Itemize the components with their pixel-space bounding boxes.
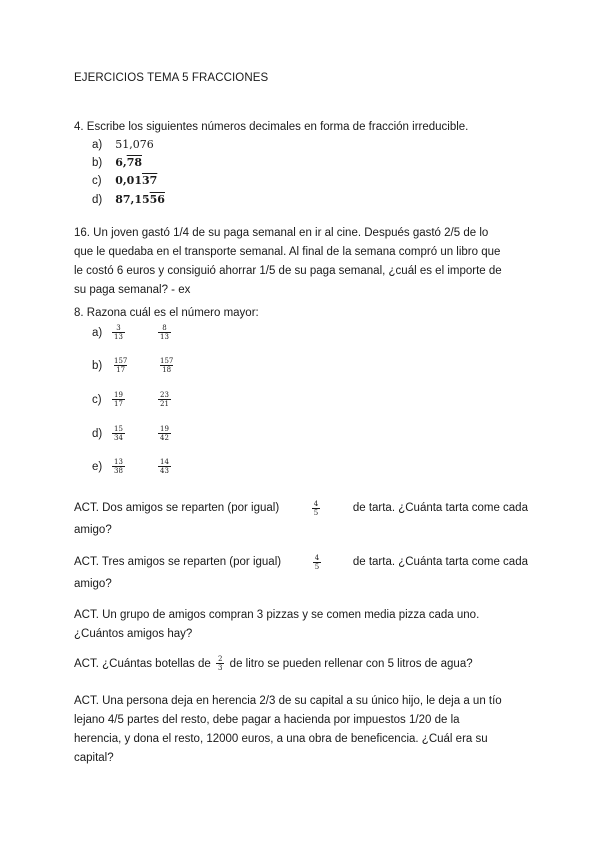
list-item [92,193,165,206]
text-line: que le quedaba en el transporte semanal. Al final de la semana compró un libro que [74,246,501,258]
fraction: $\frac{157}{17}$ [114,357,128,374]
item-label: c) [92,393,102,406]
exercise-4-statement: 4. Escribe los siguientes números decimales en forma de fracción irreducible. [74,121,469,133]
fraction: $\frac{14}{43}$ [160,458,169,475]
list-item [92,174,157,187]
text-line: herencia, y dona el resto, 12000 euros, a una obra de beneficencia. ¿Cuál era su [74,733,488,745]
text-line: le costó 6 euros y consiguió ahorrar 1/5 de su paga semanal, ¿cuál es el importe de [74,265,502,277]
text-line: ¿Cuántos amigos hay? [74,628,193,640]
text-line: amigo? [74,524,112,536]
decimal-period: 37 [142,174,158,187]
item-label: a) [92,326,103,339]
activity-4 [74,655,528,674]
comparison-row [92,357,177,374]
text-segment: de tarta. ¿Cuánta tarta come cada [352,502,528,514]
text-line: amigo? [74,578,112,590]
item-label: b) [92,157,103,169]
text-segment: ACT. Dos amigos se reparten (por igual) [74,502,280,514]
fraction: $\frac{2}{3}$ [218,655,223,673]
activity-3 [74,606,528,644]
activity-5 [74,692,528,768]
item-label: a) [92,139,103,151]
comparison-row [92,458,173,475]
text-line: 16. Un joven gastó 1/4 de su paga semanal en ir al cine. Después gastó 2/5 de lo [74,227,489,239]
decimal-period: 56 [149,193,165,206]
item-label: b) [92,359,103,372]
exercise-16 [74,224,528,300]
fraction: $\frac{15}{34}$ [114,425,123,442]
comparison-row [92,425,173,442]
text-segment: ACT. Tres amigos se reparten (por igual) [74,556,282,568]
text-segment: de litro se pueden rellenar con 5 litros de agua? [229,658,473,670]
comparison-row [92,391,173,408]
item-label: d) [92,427,103,440]
fraction: $\frac{4}{5}$ [314,553,320,571]
activity-2 [74,551,528,595]
fraction: $\frac{19}{17}$ [114,391,123,408]
decimal-value: 87,15 [115,193,150,206]
text-segment: de tarta. ¿Cuánta tarta come cada [352,556,528,568]
exercise-8-statement: 8. Razona cuál es el número mayor: [74,307,259,319]
item-label: d) [92,194,103,206]
activity-1 [74,497,528,541]
fraction: $\frac{157}{18}$ [160,357,174,374]
text-line: su paga semanal? - ex [74,284,191,296]
text-line: capital? [74,752,114,764]
decimal-value: 6, [115,156,127,169]
list-item [92,156,142,169]
decimal-value: 0,01 [115,174,142,187]
fraction: $\frac{19}{42}$ [160,425,169,442]
fraction: $\frac{4}{5}$ [313,499,319,517]
fraction: $\frac{13}{38}$ [114,458,123,475]
item-label: e) [92,460,103,473]
text-line: ACT. Un grupo de amigos compran 3 pizzas y se comen media pizza cada uno. [74,609,480,621]
list-item [92,138,154,151]
text-segment: ACT. ¿Cuántas botellas de [74,658,211,670]
decimal-period: 78 [126,156,142,169]
text-line: lejano 4/5 partes del resto, debe pagar a hacienda por impuestos 1/20 de la [74,714,460,726]
fraction: $\frac{23}{21}$ [160,391,169,408]
page-title: EJERCICIOS TEMA 5 FRACCIONES [74,72,269,84]
fraction: $\frac{8}{13}$ [160,324,169,341]
text-line: ACT. Una persona deja en herencia 2/3 de su capital a su único hijo, le deja a un tío [74,695,502,707]
item-label: c) [92,175,102,187]
comparison-row [92,324,173,341]
fraction: $\frac{3}{13}$ [114,324,123,341]
decimal-value: 51,076 [115,138,154,151]
